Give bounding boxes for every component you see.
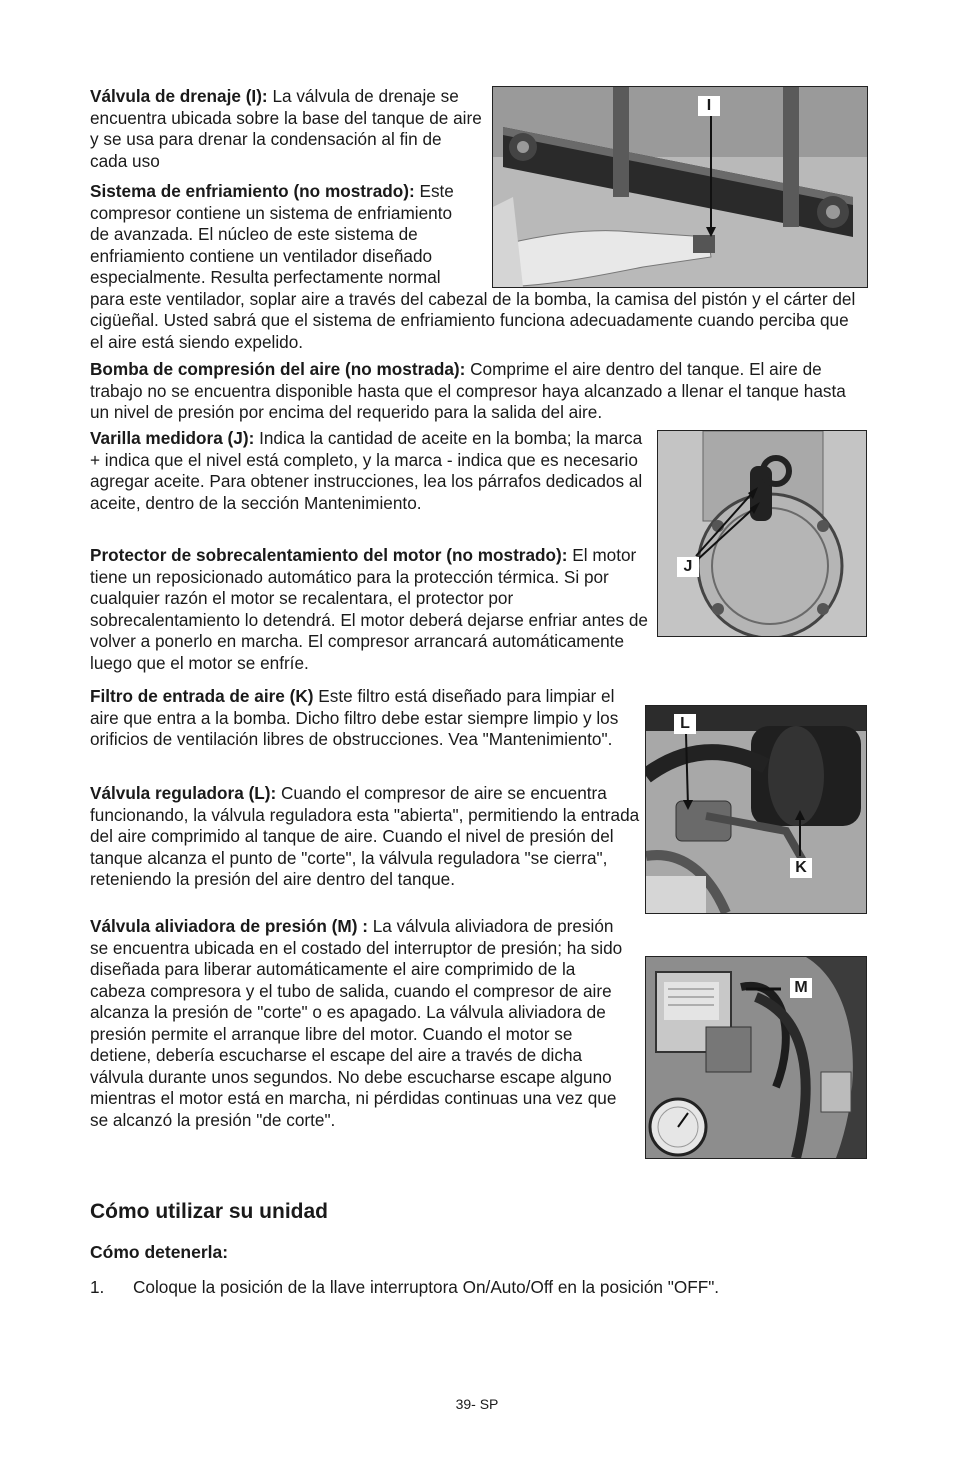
step-item [90, 1277, 865, 1299]
overheat-label: Protector de sobrecalentamiento del motor (no mostrado): [90, 545, 568, 565]
callout-i: I [698, 96, 720, 116]
relief-label: Válvula aliviadora de presión (M) : [90, 916, 368, 936]
dipstick-label: Varilla medidora (J): [90, 428, 255, 448]
filter-paragraph: Filtro de entrada de aire (K) Este filtro está diseñado para limpiar el aire que entra a la bomba. Dicho filtro debe estar siempre limpio y los orificios de ventilación libres de obstrucciones. Vea "Mantenimiento". [90, 686, 619, 749]
overheat-paragraph: Protector de sobrecalentamiento del motor (no mostrado): El motor tiene un reposicionado automático para la protección térmica. Si por cualquier razón el motor se recalentara, el protector por sobrecalentamiento lo detendrá. El motor deberá dejarse enfriar antes de volver a ponerlo en marcha. El compresor arrancará automáticamente luego que el motor se enfríe. [90, 545, 648, 673]
subsection-heading: Cómo detenerla: [90, 1242, 229, 1262]
regulator-label: Válvula reguladora (L): [90, 783, 277, 803]
regulator-paragraph: Válvula reguladora (L): Cuando el compresor de aire se encuentra funcionando, la válvula reguladora esta "abierta", permitiendo la entrada del aire comprimido al tanque de aire. Cuando el nivel de presión del tanque alcanza el punto de "corte", la válvula reguladora "se cierra", reteniendo la presión del aire dentro del tanque. [90, 783, 640, 889]
dipstick-paragraph: Varilla medidora (J): Indica la cantidad de aceite en la bomba; la marca + indica que el nivel está completo, y la marca - indica que es necesario agregar aceite. Para obtener instrucciones, lea los párrafos dedicados al aceite, dentro de la sección Mantenimiento. [90, 428, 643, 513]
pump-label: Bomba de compresión del aire (no mostrada): [90, 359, 466, 379]
relief-valve-photo [645, 956, 867, 1159]
cooling-label: Sistema de enfriamiento (no mostrado): [90, 181, 415, 201]
pump-paragraph: Bomba de compresión del aire (no mostrada): Comprime el aire dentro del tanque. El aire de trabajo no se encuentra disponible hasta que el compresor haya alcanzado a llenar el tanque hasta un nivel de presión por encima del requerido para la salida del aire. [90, 359, 846, 422]
callout-j: J [677, 557, 699, 577]
drain-valve-label: Válvula de drenaje (I): [90, 86, 268, 106]
relief-paragraph: Válvula aliviadora de presión (M) : La válvula aliviadora de presión se encuentra ubicada en el costado del interruptor de presión; ha sido diseñada para liberar automáticamente el aire comprimido de la cabeza compresora y el tubo de salida, cuando el compresor de aire alcanza la presión de "corte" o es apagado. La válvula aliviadora de presión permite el arranque libre del motor. Cuando el motor se detiene, debería escucharse el escape del aire a través de dicha válvula durante unos segundos. No debe escucharse escape alguno mientras el motor está en marcha, ni pérdidas continuas una vez que se alcanzó la presión "de corte". [90, 916, 623, 1130]
dipstick-photo [657, 430, 867, 637]
cooling-paragraph: Sistema de enfriamiento (no mostrado): Este compresor contiene un sistema de enfriamiento de avanzada. El núcleo de este sistema de enfriamiento contiene un ventilador diseñado especialmente. Resulta perfectamente normal para este ventilador, soplar aire a través del cabezal de la bomba, la camisa del pistón y el cárter del cigüeñal. Usted sabrá que el sistema de enfriamiento funciona adecuadamente cuando perciba que el aire está siendo expelido. [90, 181, 856, 352]
filter-label: Filtro de entrada de aire (K) [90, 686, 314, 706]
step-number: 1. [90, 1277, 105, 1297]
drain-valve-paragraph: Válvula de drenaje (I): La válvula de drenaje se encuentra ubicada sobre la base del tanque de aire y se usa para drenar la condensación al fin de cada uso [90, 86, 482, 171]
filter-regulator-photo [645, 705, 867, 914]
callout-k: K [790, 858, 812, 878]
page-number: 39- SP [455, 1396, 499, 1412]
callout-l: L [674, 714, 696, 734]
callout-m: M [790, 978, 812, 998]
drain-valve-photo [492, 86, 868, 288]
step-text: Coloque la posición de la llave interruptora On/Auto/Off en la posición "OFF". [133, 1277, 720, 1297]
section-heading: Cómo utilizar su unidad [90, 1200, 329, 1223]
